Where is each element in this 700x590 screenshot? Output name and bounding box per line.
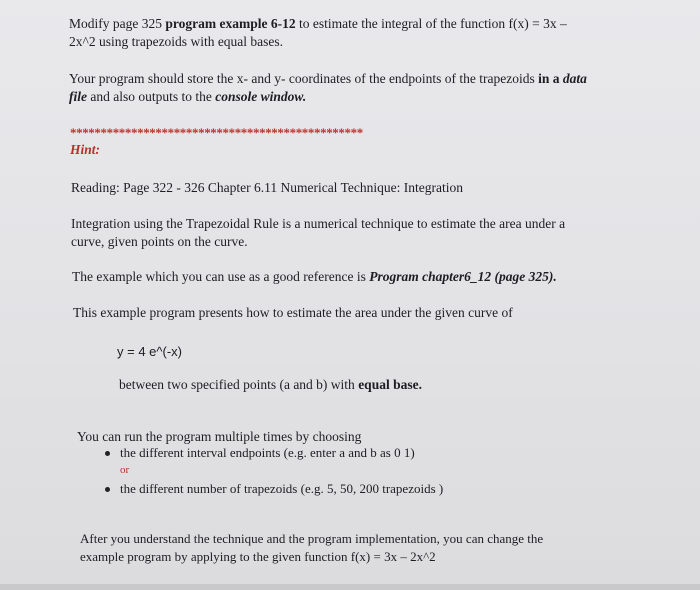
storage-data: data [559, 71, 587, 86]
storage-in-a: in a [538, 71, 560, 86]
storage-text-b: and also outputs to the [87, 89, 216, 104]
storage-file: file [69, 89, 87, 104]
bullet-icon [105, 487, 110, 492]
integration-line-2: curve, given points on the curve. [71, 234, 248, 249]
storage-console: console window. [215, 89, 307, 104]
task-text-c: to estimate the integral of the function f(x) = 3x – [295, 16, 567, 31]
example-text: The example which you can use as a good reference is [72, 269, 370, 284]
presents-line: This example program presents how to estimate the area under the given curve of [73, 305, 513, 320]
reading-line: Reading: Page 322 - 326 Chapter 6.11 Numerical Technique: Integration [71, 180, 463, 195]
storage-text-a: Your program should store the x- and y- coordinates of the endpoints of the trapezoids [69, 71, 539, 86]
integration-line-1: Integration using the Trapezoidal Rule is a numerical technique to estimate the area under a [71, 216, 566, 231]
star-divider: ************************************************ [70, 125, 363, 140]
run-item-2: the different number of trapezoids (e.g. 5, 50, 200 trapezoids ) [120, 481, 444, 496]
run-or: or [120, 464, 130, 476]
storage-line-2 [69, 88, 306, 106]
page-fold [0, 584, 700, 590]
between-text: between two specified points (a and b) with [119, 377, 359, 392]
task-program-ref: program example 6-12 [165, 16, 296, 31]
after-line-2: example program by applying to the given function f(x) = 3x – 2x^2 [80, 549, 436, 564]
equation: y = 4 e^(-x) [117, 344, 182, 359]
storage-line-1 [69, 70, 587, 88]
example-program-ref: Program chapter6_12 (page 325). [369, 269, 557, 284]
after-line-1: After you understand the technique and the program implementation, you can change the [80, 531, 544, 546]
hint-heading: Hint: [70, 142, 101, 157]
between-line [119, 376, 422, 394]
example-line [72, 268, 557, 286]
task-line-1 [69, 15, 567, 33]
task-line-2: 2x^2 using trapezoids with equal bases. [69, 34, 284, 49]
task-text-a: Modify page 325 [69, 16, 166, 31]
run-item-1: the different interval endpoints (e.g. enter a and b as 0 1) [120, 445, 415, 460]
run-intro: You can run the program multiple times by choosing [77, 429, 362, 444]
bullet-icon [105, 451, 110, 456]
between-equal-base: equal base. [358, 377, 422, 392]
